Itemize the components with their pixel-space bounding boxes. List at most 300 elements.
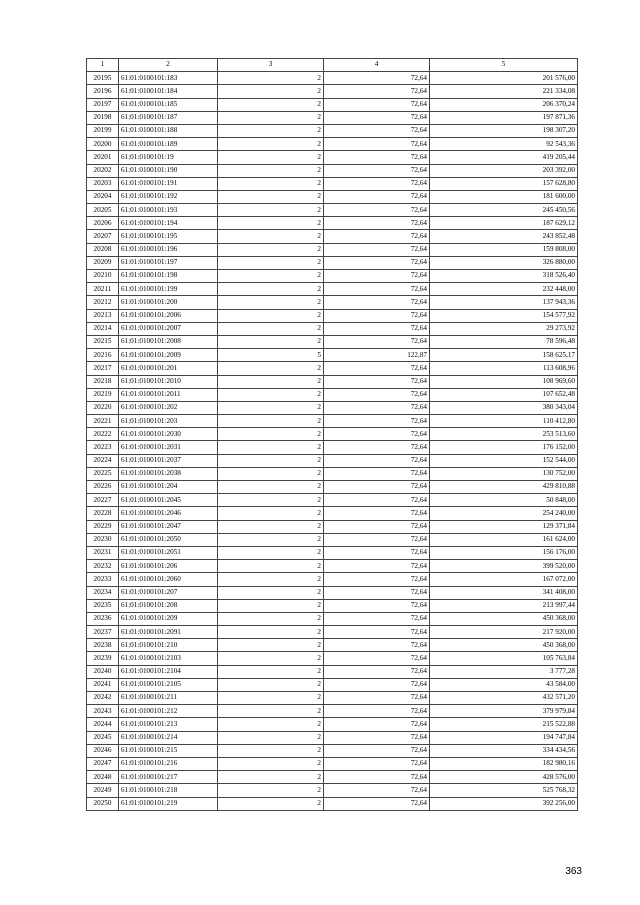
- column-4-cell: 72,64: [324, 626, 430, 639]
- cadastral-number-cell: 61:01:0100101:2030: [119, 428, 218, 441]
- cadastral-number-cell: 61:01:0100101:204: [119, 481, 218, 494]
- cadastral-number-cell: 61:01:0100101:203: [119, 415, 218, 428]
- column-4-cell: 72,64: [324, 256, 430, 269]
- column-4-cell: 72,64: [324, 705, 430, 718]
- table-row: [87, 586, 578, 599]
- table-row: [87, 771, 578, 784]
- column-3-cell: 2: [218, 190, 324, 203]
- column-5-cell: 213 997,44: [430, 599, 578, 612]
- cadastral-number-cell: 61:01:0100101:2006: [119, 309, 218, 322]
- table-row: [87, 507, 578, 520]
- column-4-cell: 72,64: [324, 454, 430, 467]
- table-row: [87, 546, 578, 559]
- column-5-cell: 198 307,20: [430, 124, 578, 137]
- cadastral-number-cell: 61:01:0100101:217: [119, 771, 218, 784]
- row-number-cell: 20214: [87, 322, 119, 335]
- row-number-cell: 20240: [87, 665, 119, 678]
- table-row: [87, 428, 578, 441]
- table-row: [87, 322, 578, 335]
- column-4-cell: 72,64: [324, 612, 430, 625]
- column-5-cell: 450 368,00: [430, 612, 578, 625]
- column-4-cell: 72,64: [324, 639, 430, 652]
- column-4-cell: 72,64: [324, 309, 430, 322]
- row-number-cell: 20209: [87, 256, 119, 269]
- column-5-cell: 130 752,00: [430, 467, 578, 480]
- table-row: [87, 256, 578, 269]
- table-row: [87, 573, 578, 586]
- cadastral-number-cell: 61:01:0100101:208: [119, 599, 218, 612]
- column-3-cell: 2: [218, 494, 324, 507]
- column-3-cell: 2: [218, 164, 324, 177]
- column-5-cell: 201 576,00: [430, 72, 578, 85]
- cadastral-number-cell: 61:01:0100101:212: [119, 705, 218, 718]
- table-row: [87, 151, 578, 164]
- cadastral-number-cell: 61:01:0100101:2031: [119, 441, 218, 454]
- column-4-cell: 72,64: [324, 190, 430, 203]
- column-4-cell: 72,64: [324, 164, 430, 177]
- column-header-1: 1: [87, 59, 119, 72]
- column-4-cell: 72,64: [324, 771, 430, 784]
- cadastral-number-cell: 61:01:0100101:2007: [119, 322, 218, 335]
- row-number-cell: 20220: [87, 401, 119, 414]
- column-4-cell: 72,64: [324, 375, 430, 388]
- column-5-cell: 217 920,00: [430, 626, 578, 639]
- column-5-cell: 50 848,00: [430, 494, 578, 507]
- column-header-5: 5: [430, 59, 578, 72]
- table-row: [87, 190, 578, 203]
- cadastral-number-cell: 61:01:0100101:199: [119, 283, 218, 296]
- column-3-cell: 2: [218, 388, 324, 401]
- cadastral-number-cell: 61:01:0100101:200: [119, 296, 218, 309]
- table-row: [87, 481, 578, 494]
- table-row: [87, 415, 578, 428]
- column-5-cell: 152 544,00: [430, 454, 578, 467]
- row-number-cell: 20250: [87, 797, 119, 810]
- column-3-cell: 2: [218, 243, 324, 256]
- row-number-cell: 20234: [87, 586, 119, 599]
- table-row: [87, 270, 578, 283]
- cadastral-number-cell: 61:01:0100101:2060: [119, 573, 218, 586]
- cadastral-number-cell: 61:01:0100101:2009: [119, 349, 218, 362]
- column-5-cell: 380 343,04: [430, 401, 578, 414]
- column-4-cell: 72,64: [324, 652, 430, 665]
- column-3-cell: 2: [218, 731, 324, 744]
- column-4-cell: 72,64: [324, 678, 430, 691]
- cadastral-number-cell: 61:01:0100101:209: [119, 612, 218, 625]
- column-5-cell: 161 624,00: [430, 533, 578, 546]
- column-5-cell: 176 152,00: [430, 441, 578, 454]
- column-4-cell: 72,64: [324, 138, 430, 151]
- row-number-cell: 20206: [87, 217, 119, 230]
- row-number-cell: 20226: [87, 481, 119, 494]
- row-number-cell: 20198: [87, 111, 119, 124]
- table-row: [87, 111, 578, 124]
- column-5-cell: 379 979,84: [430, 705, 578, 718]
- column-3-cell: 2: [218, 546, 324, 559]
- column-4-cell: 72,64: [324, 481, 430, 494]
- cadastral-number-cell: 61:01:0100101:216: [119, 757, 218, 770]
- cadastral-number-cell: 61:01:0100101:207: [119, 586, 218, 599]
- column-3-cell: 2: [218, 270, 324, 283]
- row-number-cell: 20207: [87, 230, 119, 243]
- column-4-cell: 72,64: [324, 784, 430, 797]
- column-5-cell: 107 652,48: [430, 388, 578, 401]
- column-5-cell: 318 526,40: [430, 270, 578, 283]
- cadastral-number-cell: 61:01:0100101:201: [119, 362, 218, 375]
- column-4-cell: 72,64: [324, 72, 430, 85]
- row-number-cell: 20239: [87, 652, 119, 665]
- column-4-cell: 72,64: [324, 85, 430, 98]
- table-row: [87, 85, 578, 98]
- table-row: [87, 678, 578, 691]
- cadastral-number-cell: 61:01:0100101:190: [119, 164, 218, 177]
- column-3-cell: 2: [218, 138, 324, 151]
- column-3-cell: 2: [218, 256, 324, 269]
- column-3-cell: 2: [218, 652, 324, 665]
- column-4-cell: 72,64: [324, 243, 430, 256]
- row-number-cell: 20246: [87, 744, 119, 757]
- column-4-cell: 72,64: [324, 401, 430, 414]
- row-number-cell: 20202: [87, 164, 119, 177]
- column-4-cell: 72,64: [324, 124, 430, 137]
- column-4-cell: 72,64: [324, 217, 430, 230]
- column-5-cell: 243 852,48: [430, 230, 578, 243]
- column-4-cell: 72,64: [324, 441, 430, 454]
- column-4-cell: 72,64: [324, 111, 430, 124]
- column-5-cell: 245 450,56: [430, 204, 578, 217]
- column-5-cell: 159 808,00: [430, 243, 578, 256]
- column-5-cell: 110 412,80: [430, 415, 578, 428]
- table-body: [87, 72, 578, 811]
- column-5-cell: 113 608,96: [430, 362, 578, 375]
- column-4-cell: 72,64: [324, 533, 430, 546]
- table-row: [87, 217, 578, 230]
- column-3-cell: 2: [218, 678, 324, 691]
- column-3-cell: 2: [218, 757, 324, 770]
- column-4-cell: 72,64: [324, 546, 430, 559]
- table-row: [87, 349, 578, 362]
- column-5-cell: 181 600,00: [430, 190, 578, 203]
- column-3-cell: 2: [218, 560, 324, 573]
- cadastral-number-cell: 61:01:0100101:185: [119, 98, 218, 111]
- table-row: [87, 757, 578, 770]
- table-row: [87, 705, 578, 718]
- table-row: [87, 401, 578, 414]
- column-3-cell: 2: [218, 665, 324, 678]
- column-5-cell: 194 747,84: [430, 731, 578, 744]
- column-3-cell: 2: [218, 626, 324, 639]
- column-5-cell: 392 256,00: [430, 797, 578, 810]
- table-row: [87, 744, 578, 757]
- cadastral-number-cell: 61:01:0100101:214: [119, 731, 218, 744]
- column-4-cell: 72,64: [324, 151, 430, 164]
- row-number-cell: 20199: [87, 124, 119, 137]
- column-4-cell: 72,64: [324, 388, 430, 401]
- row-number-cell: 20211: [87, 283, 119, 296]
- column-5-cell: 43 584,00: [430, 678, 578, 691]
- row-number-cell: 20243: [87, 705, 119, 718]
- column-3-cell: 2: [218, 335, 324, 348]
- table-row: [87, 454, 578, 467]
- row-number-cell: 20218: [87, 375, 119, 388]
- cadastral-number-cell: 61:01:0100101:187: [119, 111, 218, 124]
- column-4-cell: 72,64: [324, 560, 430, 573]
- cadastral-number-cell: 61:01:0100101:2105: [119, 678, 218, 691]
- column-3-cell: 2: [218, 217, 324, 230]
- column-4-cell: 122,87: [324, 349, 430, 362]
- table-row: [87, 784, 578, 797]
- column-4-cell: 72,64: [324, 586, 430, 599]
- row-number-cell: 20231: [87, 546, 119, 559]
- column-4-cell: 72,64: [324, 797, 430, 810]
- column-3-cell: 2: [218, 124, 324, 137]
- column-3-cell: 2: [218, 612, 324, 625]
- column-5-cell: 215 522,88: [430, 718, 578, 731]
- registry-table: [86, 58, 578, 811]
- table-row: [87, 72, 578, 85]
- column-3-cell: 2: [218, 533, 324, 546]
- cadastral-number-cell: 61:01:0100101:206: [119, 560, 218, 573]
- column-4-cell: 72,64: [324, 520, 430, 533]
- cadastral-number-cell: 61:01:0100101:2047: [119, 520, 218, 533]
- row-number-cell: 20236: [87, 612, 119, 625]
- cadastral-number-cell: 61:01:0100101:19: [119, 151, 218, 164]
- cadastral-number-cell: 61:01:0100101:2050: [119, 533, 218, 546]
- table-row: [87, 665, 578, 678]
- column-5-cell: 450 368,00: [430, 639, 578, 652]
- column-3-cell: 2: [218, 322, 324, 335]
- table-row: [87, 164, 578, 177]
- row-number-cell: 20208: [87, 243, 119, 256]
- row-number-cell: 20216: [87, 349, 119, 362]
- row-number-cell: 20249: [87, 784, 119, 797]
- table-row: [87, 335, 578, 348]
- column-3-cell: 2: [218, 375, 324, 388]
- row-number-cell: 20222: [87, 428, 119, 441]
- table-row: [87, 204, 578, 217]
- column-3-cell: 2: [218, 283, 324, 296]
- column-5-cell: 253 513,60: [430, 428, 578, 441]
- row-number-cell: 20238: [87, 639, 119, 652]
- cadastral-number-cell: 61:01:0100101:213: [119, 718, 218, 731]
- table-row: [87, 388, 578, 401]
- cadastral-number-cell: 61:01:0100101:183: [119, 72, 218, 85]
- column-3-cell: 2: [218, 771, 324, 784]
- row-number-cell: 20233: [87, 573, 119, 586]
- column-5-cell: 203 392,00: [430, 164, 578, 177]
- column-3-cell: 2: [218, 151, 324, 164]
- column-3-cell: 2: [218, 599, 324, 612]
- table-row: [87, 692, 578, 705]
- row-number-cell: 20244: [87, 718, 119, 731]
- table-row: [87, 520, 578, 533]
- column-3-cell: 2: [218, 98, 324, 111]
- table-row: [87, 177, 578, 190]
- row-number-cell: 20196: [87, 85, 119, 98]
- row-number-cell: 20201: [87, 151, 119, 164]
- cadastral-number-cell: 61:01:0100101:188: [119, 124, 218, 137]
- cadastral-number-cell: 61:01:0100101:197: [119, 256, 218, 269]
- column-header-4: 4: [324, 59, 430, 72]
- column-3-cell: 2: [218, 467, 324, 480]
- column-3-cell: 2: [218, 428, 324, 441]
- column-5-cell: 187 629,12: [430, 217, 578, 230]
- header-row: [87, 59, 578, 72]
- column-4-cell: 72,64: [324, 494, 430, 507]
- cadastral-number-cell: 61:01:0100101:195: [119, 230, 218, 243]
- column-5-cell: 137 943,36: [430, 296, 578, 309]
- table-header: [87, 59, 578, 72]
- column-4-cell: 72,64: [324, 98, 430, 111]
- column-3-cell: 2: [218, 692, 324, 705]
- row-number-cell: 20228: [87, 507, 119, 520]
- cadastral-number-cell: 61:01:0100101:2008: [119, 335, 218, 348]
- table-row: [87, 494, 578, 507]
- table-row: [87, 98, 578, 111]
- column-header-3: 3: [218, 59, 324, 72]
- cadastral-number-cell: 61:01:0100101:191: [119, 177, 218, 190]
- column-3-cell: 2: [218, 705, 324, 718]
- row-number-cell: 20248: [87, 771, 119, 784]
- row-number-cell: 20227: [87, 494, 119, 507]
- column-5-cell: 29 273,92: [430, 322, 578, 335]
- column-5-cell: 428 576,00: [430, 771, 578, 784]
- row-number-cell: 20241: [87, 678, 119, 691]
- cadastral-number-cell: 61:01:0100101:2104: [119, 665, 218, 678]
- column-4-cell: 72,64: [324, 665, 430, 678]
- column-header-2: 2: [119, 59, 218, 72]
- table-row: [87, 599, 578, 612]
- column-3-cell: 2: [218, 718, 324, 731]
- column-3-cell: 2: [218, 296, 324, 309]
- column-4-cell: 72,64: [324, 692, 430, 705]
- cadastral-number-cell: 61:01:0100101:219: [119, 797, 218, 810]
- row-number-cell: 20219: [87, 388, 119, 401]
- column-4-cell: 72,64: [324, 718, 430, 731]
- column-5-cell: 419 205,44: [430, 151, 578, 164]
- table-row: [87, 533, 578, 546]
- cadastral-number-cell: 61:01:0100101:2010: [119, 375, 218, 388]
- column-5-cell: 254 240,00: [430, 507, 578, 520]
- row-number-cell: 20212: [87, 296, 119, 309]
- column-3-cell: 2: [218, 309, 324, 322]
- column-3-cell: 2: [218, 204, 324, 217]
- row-number-cell: 20223: [87, 441, 119, 454]
- column-5-cell: 326 880,00: [430, 256, 578, 269]
- row-number-cell: 20197: [87, 98, 119, 111]
- table-row: [87, 362, 578, 375]
- column-3-cell: 5: [218, 349, 324, 362]
- table-row: [87, 441, 578, 454]
- row-number-cell: 20242: [87, 692, 119, 705]
- column-3-cell: 2: [218, 454, 324, 467]
- table-row: [87, 375, 578, 388]
- row-number-cell: 20230: [87, 533, 119, 546]
- row-number-cell: 20237: [87, 626, 119, 639]
- page-number: 363: [565, 866, 582, 877]
- row-number-cell: 20225: [87, 467, 119, 480]
- table-row: [87, 612, 578, 625]
- cadastral-number-cell: 61:01:0100101:2045: [119, 494, 218, 507]
- cadastral-number-cell: 61:01:0100101:2011: [119, 388, 218, 401]
- row-number-cell: 20200: [87, 138, 119, 151]
- cadastral-number-cell: 61:01:0100101:193: [119, 204, 218, 217]
- column-5-cell: 197 871,36: [430, 111, 578, 124]
- column-5-cell: 108 969,60: [430, 375, 578, 388]
- column-3-cell: 2: [218, 573, 324, 586]
- column-5-cell: 334 434,56: [430, 744, 578, 757]
- row-number-cell: 20217: [87, 362, 119, 375]
- column-3-cell: 2: [218, 85, 324, 98]
- column-4-cell: 72,64: [324, 731, 430, 744]
- column-4-cell: 72,64: [324, 335, 430, 348]
- row-number-cell: 20215: [87, 335, 119, 348]
- cadastral-number-cell: 61:01:0100101:184: [119, 85, 218, 98]
- row-number-cell: 20245: [87, 731, 119, 744]
- row-number-cell: 20210: [87, 270, 119, 283]
- column-5-cell: 92 543,36: [430, 138, 578, 151]
- column-5-cell: 399 520,00: [430, 560, 578, 573]
- column-4-cell: 72,64: [324, 467, 430, 480]
- column-3-cell: 2: [218, 230, 324, 243]
- column-5-cell: 206 370,24: [430, 98, 578, 111]
- column-5-cell: 167 072,00: [430, 573, 578, 586]
- table-row: [87, 467, 578, 480]
- row-number-cell: 20204: [87, 190, 119, 203]
- column-5-cell: 3 777,28: [430, 665, 578, 678]
- column-4-cell: 72,64: [324, 415, 430, 428]
- cadastral-number-cell: 61:01:0100101:194: [119, 217, 218, 230]
- column-4-cell: 72,64: [324, 296, 430, 309]
- column-5-cell: 105 763,84: [430, 652, 578, 665]
- row-number-cell: 20203: [87, 177, 119, 190]
- row-number-cell: 20224: [87, 454, 119, 467]
- column-3-cell: 2: [218, 784, 324, 797]
- column-5-cell: 129 371,84: [430, 520, 578, 533]
- table-row: [87, 296, 578, 309]
- column-4-cell: 72,64: [324, 599, 430, 612]
- cadastral-number-cell: 61:01:0100101:202: [119, 401, 218, 414]
- column-5-cell: 156 176,00: [430, 546, 578, 559]
- cadastral-number-cell: 61:01:0100101:211: [119, 692, 218, 705]
- column-5-cell: 157 628,80: [430, 177, 578, 190]
- column-4-cell: 72,64: [324, 744, 430, 757]
- cadastral-number-cell: 61:01:0100101:196: [119, 243, 218, 256]
- column-5-cell: 158 625,17: [430, 349, 578, 362]
- cadastral-number-cell: 61:01:0100101:215: [119, 744, 218, 757]
- column-5-cell: 341 408,00: [430, 586, 578, 599]
- cadastral-number-cell: 61:01:0100101:210: [119, 639, 218, 652]
- column-4-cell: 72,64: [324, 177, 430, 190]
- column-3-cell: 2: [218, 177, 324, 190]
- column-4-cell: 72,64: [324, 428, 430, 441]
- column-5-cell: 78 596,48: [430, 335, 578, 348]
- column-5-cell: 525 768,32: [430, 784, 578, 797]
- table-row: [87, 283, 578, 296]
- cadastral-number-cell: 61:01:0100101:2103: [119, 652, 218, 665]
- row-number-cell: 20229: [87, 520, 119, 533]
- cadastral-number-cell: 61:01:0100101:2038: [119, 467, 218, 480]
- column-4-cell: 72,64: [324, 757, 430, 770]
- column-3-cell: 2: [218, 507, 324, 520]
- column-3-cell: 2: [218, 441, 324, 454]
- row-number-cell: 20235: [87, 599, 119, 612]
- table-row: [87, 230, 578, 243]
- table-row: [87, 639, 578, 652]
- table-row: [87, 309, 578, 322]
- cadastral-number-cell: 61:01:0100101:2051: [119, 546, 218, 559]
- column-3-cell: 2: [218, 111, 324, 124]
